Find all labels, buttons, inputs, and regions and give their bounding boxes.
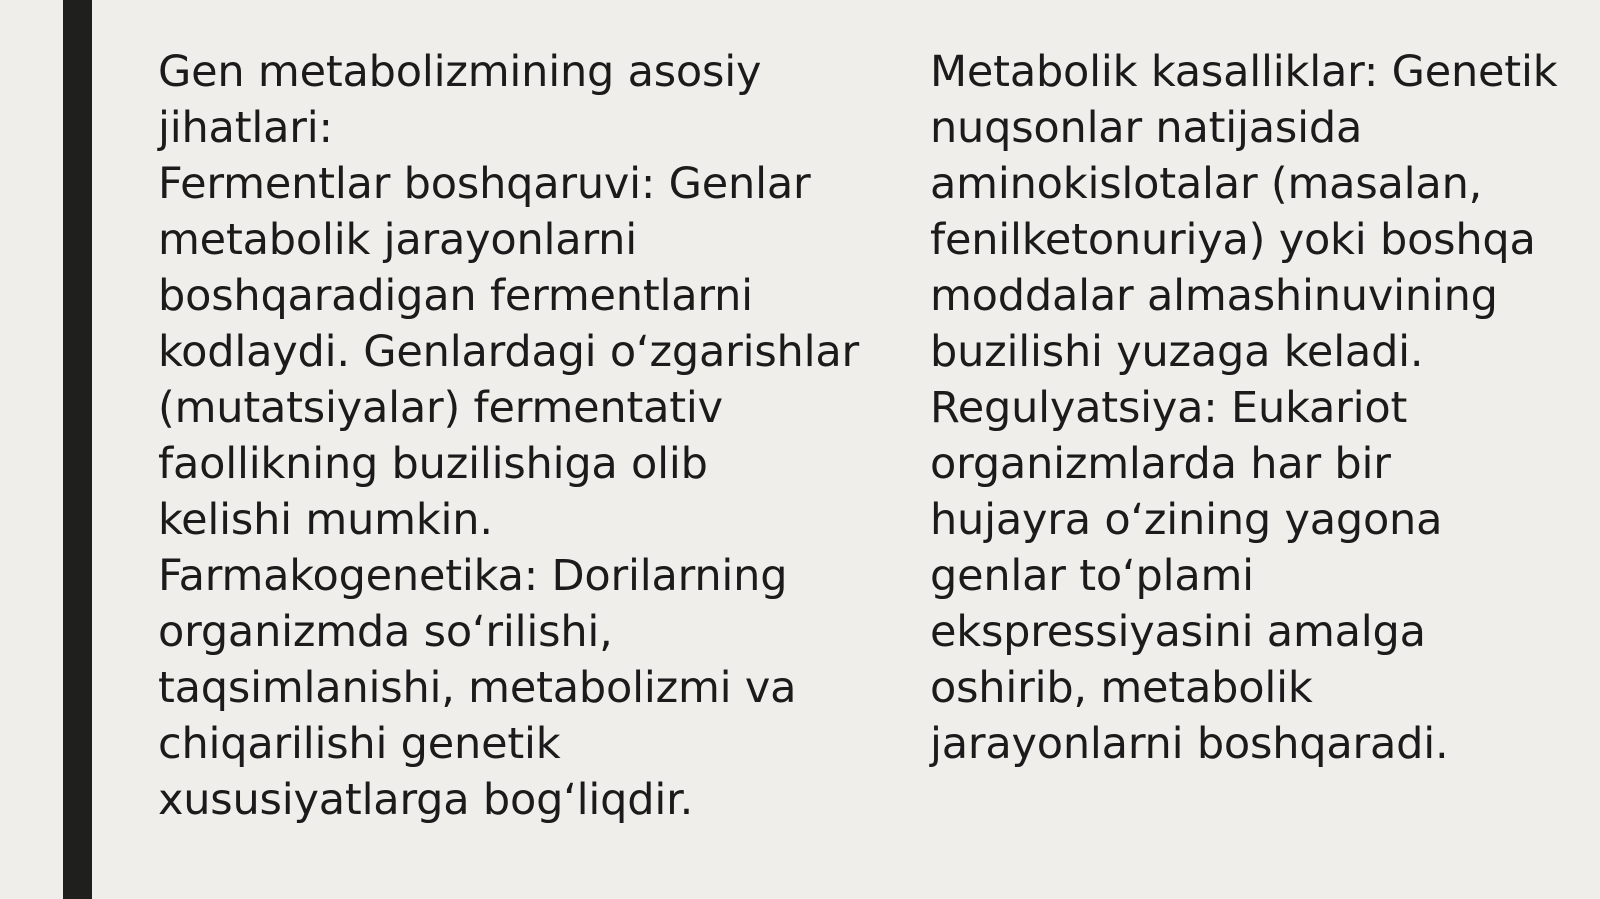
- text-line: fenilketonuriya) yoki boshqa: [930, 215, 1536, 265]
- text-line: chiqarilishi genetik: [158, 719, 561, 769]
- right-text-column: [930, 44, 1595, 772]
- text-line: organizmda so‘rilishi,: [158, 607, 613, 657]
- text-line: metabolik jarayonlarni: [158, 215, 637, 265]
- text-line: xususiyatlarga bog‘liqdir.: [158, 775, 694, 825]
- text-line: Gen metabolizmining asosiy: [158, 47, 762, 97]
- text-line: moddalar almashinuvining: [930, 271, 1498, 321]
- text-line: faollikning buzilishiga olib: [158, 439, 708, 489]
- text-line: hujayra o‘zining yagona: [930, 495, 1443, 545]
- text-line: nuqsonlar natijasida: [930, 103, 1363, 153]
- text-line: Fermentlar boshqaruvi: Genlar: [158, 159, 811, 209]
- text-line: jarayonlarni boshqaradi.: [930, 719, 1449, 769]
- text-line: organizmlarda har bir: [930, 439, 1391, 489]
- left-paragraph: [158, 44, 878, 828]
- right-paragraph: [930, 44, 1595, 772]
- text-line: kodlaydi. Genlardagi o‘zgarishlar: [158, 327, 859, 377]
- text-line: ekspressiyasini amalga: [930, 607, 1426, 657]
- text-line: jihatlari:: [158, 103, 333, 153]
- text-line: Regulyatsiya: Eukariot: [930, 383, 1408, 433]
- text-line: genlar to‘plami: [930, 551, 1254, 601]
- text-line: Farmakogenetika: Dorilarning: [158, 551, 788, 601]
- text-line: (mutatsiyalar) fermentativ: [158, 383, 723, 433]
- text-line: taqsimlanishi, metabolizmi va: [158, 663, 797, 713]
- text-line: oshirib, metabolik: [930, 663, 1313, 713]
- text-line: aminokislotalar (masalan,: [930, 159, 1483, 209]
- text-line: Metabolik kasalliklar: Genetik: [930, 47, 1558, 97]
- text-line: boshqaradigan fermentlarni: [158, 271, 753, 321]
- slide-accent-bar: [63, 0, 92, 899]
- left-text-column: [158, 44, 878, 828]
- text-line: buzilishi yuzaga keladi.: [930, 327, 1424, 377]
- text-line: kelishi mumkin.: [158, 495, 493, 545]
